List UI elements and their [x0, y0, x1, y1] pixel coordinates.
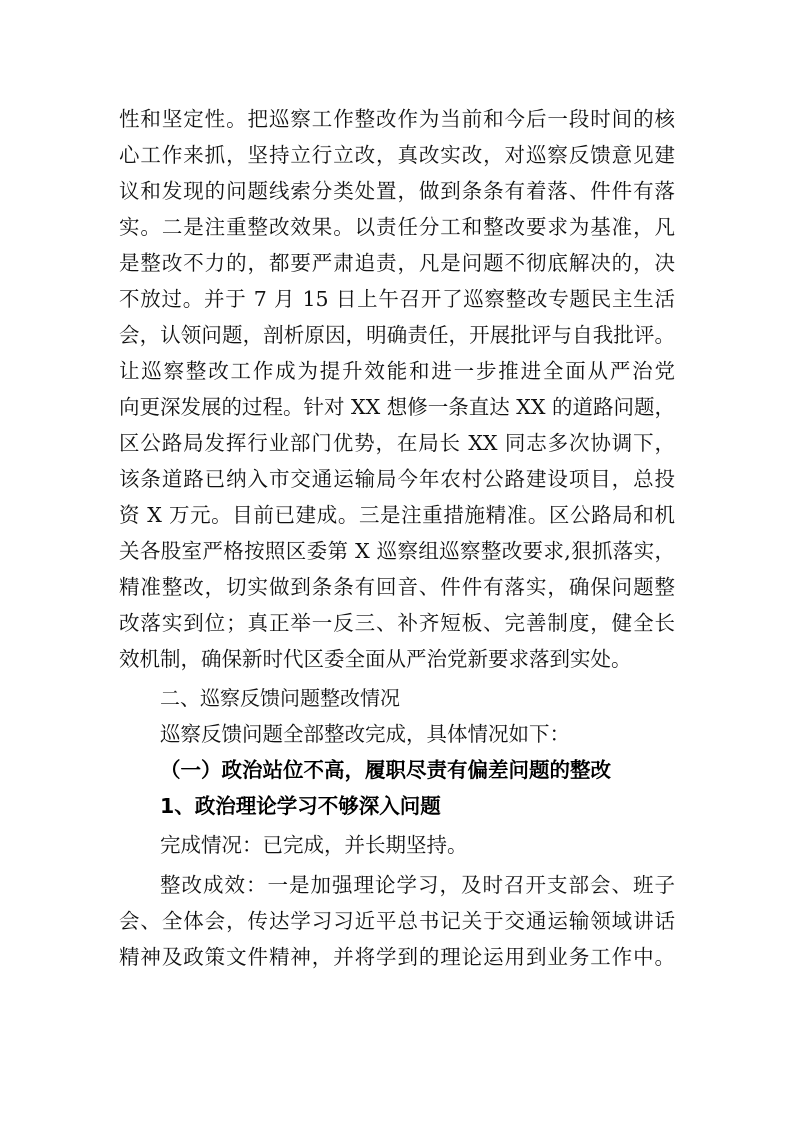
effect-text-line: 整改成效：一是加强理论学习，及时召开支部会、班子 — [160, 873, 675, 897]
body-text-line: 关各股室严格按照区委第 X 巡察组巡察整改要求,狠抓落实， — [119, 539, 675, 563]
body-text-line: 是整改不力的，都要严肃追责，凡是问题不彻底解决的，决 — [119, 251, 675, 275]
body-text-line: 心工作来抓，坚持立行立改，真改实改，对巡察反馈意见建 — [119, 143, 675, 167]
body-text-line: 让巡察整改工作成为提升效能和进一步推进全面从严治党 — [119, 359, 675, 383]
body-text-line: 区公路局发挥行业部门优势，在局长 XX 同志多次协调下， — [119, 431, 675, 455]
body-text-line: 精准整改，切实做到条条有回音、件件有落实，确保问题整 — [119, 575, 675, 599]
body-text-line: 实。二是注重整改效果。以责任分工和整改要求为基准，凡 — [119, 215, 675, 239]
body-text-line: 该条道路已纳入市交通运输局今年农村公路建设项目，总投 — [119, 467, 675, 491]
body-text-line: 效机制，确保新时代区委全面从严治党新要求落到实处。 — [119, 647, 632, 671]
effect-text-line: 精神及政策文件精神，并将学到的理论运用到业务工作中。 — [119, 945, 675, 969]
body-text-line: 资 X 万元。目前已建成。三是注重措施精准。区公路局和机 — [119, 503, 675, 527]
body-text-line: 议和发现的问题线索分类处置，做到条条有着落、件件有落 — [119, 179, 675, 203]
section-heading: 二、巡察反馈问题整改情况 — [160, 686, 400, 710]
status-line: 完成情况：已完成，并长期坚持。 — [160, 833, 468, 857]
subsection-heading: （一）政治站位不高，履职尽责有偏差问题的整改 — [160, 758, 611, 782]
body-text-line: 向更深发展的过程。针对 XX 想修一条直达 XX 的道路问题， — [119, 395, 675, 419]
effect-text-line: 会、全体会，传达学习习近平总书记关于交通运输领域讲话 — [119, 909, 675, 933]
body-text-line: 性和坚定性。把巡察工作整改作为当前和今后一段时间的核 — [119, 107, 675, 131]
section-intro: 巡察反馈问题全部整改完成，具体情况如下： — [160, 722, 570, 746]
body-text-line: 改落实到位；真正举一反三、补齐短板、完善制度，健全长 — [119, 611, 675, 635]
body-text-line: 不放过。并于 7 月 15 日上午召开了巡察整改专题民主生活 — [119, 287, 675, 311]
body-text-line: 会，认领问题，剖析原因，明确责任，开展批评与自我批评。 — [119, 323, 675, 347]
item-heading: 1、政治理论学习不够深入问题 — [160, 794, 441, 818]
